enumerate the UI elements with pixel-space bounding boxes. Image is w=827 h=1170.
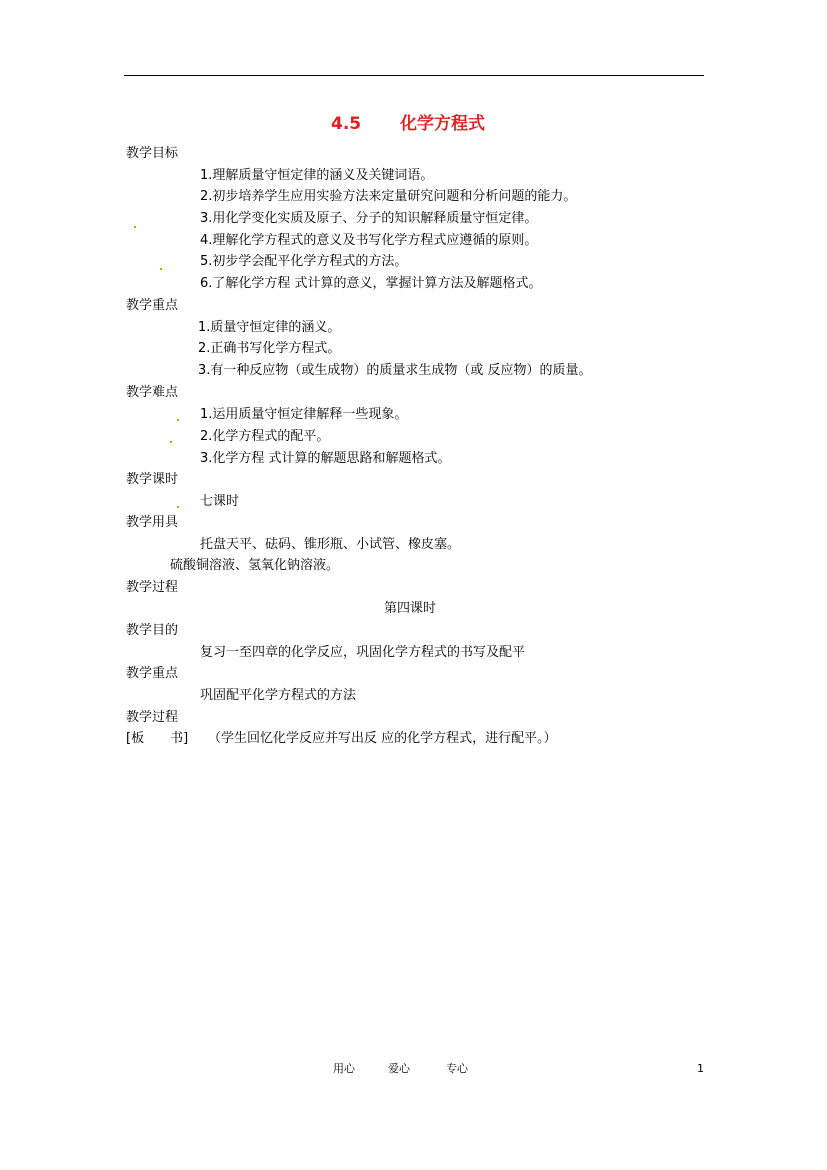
objective-item: 5.初步学会配平化学方程式的方法。	[200, 254, 408, 269]
lesson-label: 第四课时	[384, 601, 437, 616]
margin-speck	[134, 226, 136, 228]
margin-speck	[160, 268, 162, 270]
page-title: 化学方程式	[400, 114, 485, 134]
objective-item: 2.初步培养学生应用实验方法来定量研究问题和分析问题的能力。	[200, 189, 577, 204]
periods-heading: 教学课时	[126, 472, 179, 487]
footer-middle: 爱心	[388, 1062, 410, 1075]
difficulty-item: 3.化学方程 式计算的解题思路和解题格式。	[200, 451, 451, 466]
objectives-heading: 教学目标	[126, 146, 179, 161]
page-number: 1	[697, 1062, 704, 1075]
key2-text: 巩固配平化学方程式的方法	[200, 688, 357, 703]
title-number: 4.5	[331, 114, 362, 134]
difficulty-item: 2.化学方程式的配平。	[200, 429, 330, 444]
key-point-item: 2.正确书写化学方程式。	[198, 341, 341, 356]
tools-line: 托盘天平、砝码、锥形瓶、小试管、橡皮塞。	[200, 537, 461, 552]
footer-right: 专心	[446, 1062, 468, 1075]
purpose-text: 复习一至四章的化学反应，巩固化学方程式的书写及配平	[200, 645, 526, 660]
tools-heading: 教学用具	[126, 515, 179, 530]
header-rule	[124, 75, 704, 76]
objective-item: 3.用化学变化实质及原子、分子的知识解释质量守恒定律。	[200, 211, 538, 226]
margin-speck	[177, 419, 179, 421]
process2-heading: 教学过程	[126, 710, 179, 725]
margin-speck	[177, 506, 179, 508]
process-heading: 教学过程	[126, 580, 179, 595]
key-point-item: 3.有一种反应物（或生成物）的质量求生成物（或 反应物）的质量。	[198, 363, 592, 378]
difficulties-heading: 教学难点	[126, 385, 179, 400]
margin-speck	[170, 441, 172, 443]
periods-value: 七课时	[200, 494, 240, 509]
tools-line: 硫酸铜溶液、氢氧化钠溶液。	[170, 558, 340, 573]
difficulty-item: 1.运用质量守恒定律解释一些现象。	[200, 407, 408, 422]
board-text: （学生回忆化学反应并写出反 应的化学方程式，进行配平。）	[208, 731, 557, 746]
key2-heading: 教学重点	[126, 666, 179, 681]
footer-left: 用心	[333, 1062, 355, 1075]
objective-item: 4.理解化学方程式的意义及书写化学方程式应遵循的原则。	[200, 233, 538, 248]
board-label: [板 书]	[126, 731, 189, 746]
objective-item: 1.理解质量守恒定律的涵义及关键词语。	[200, 168, 434, 183]
key-point-item: 1.质量守恒定律的涵义。	[198, 320, 341, 335]
objective-item: 6.了解化学方程 式计算的意义，掌握计算方法及解题格式。	[200, 276, 542, 291]
key-points-heading: 教学重点	[126, 298, 179, 313]
purpose-heading: 教学目的	[126, 623, 179, 638]
